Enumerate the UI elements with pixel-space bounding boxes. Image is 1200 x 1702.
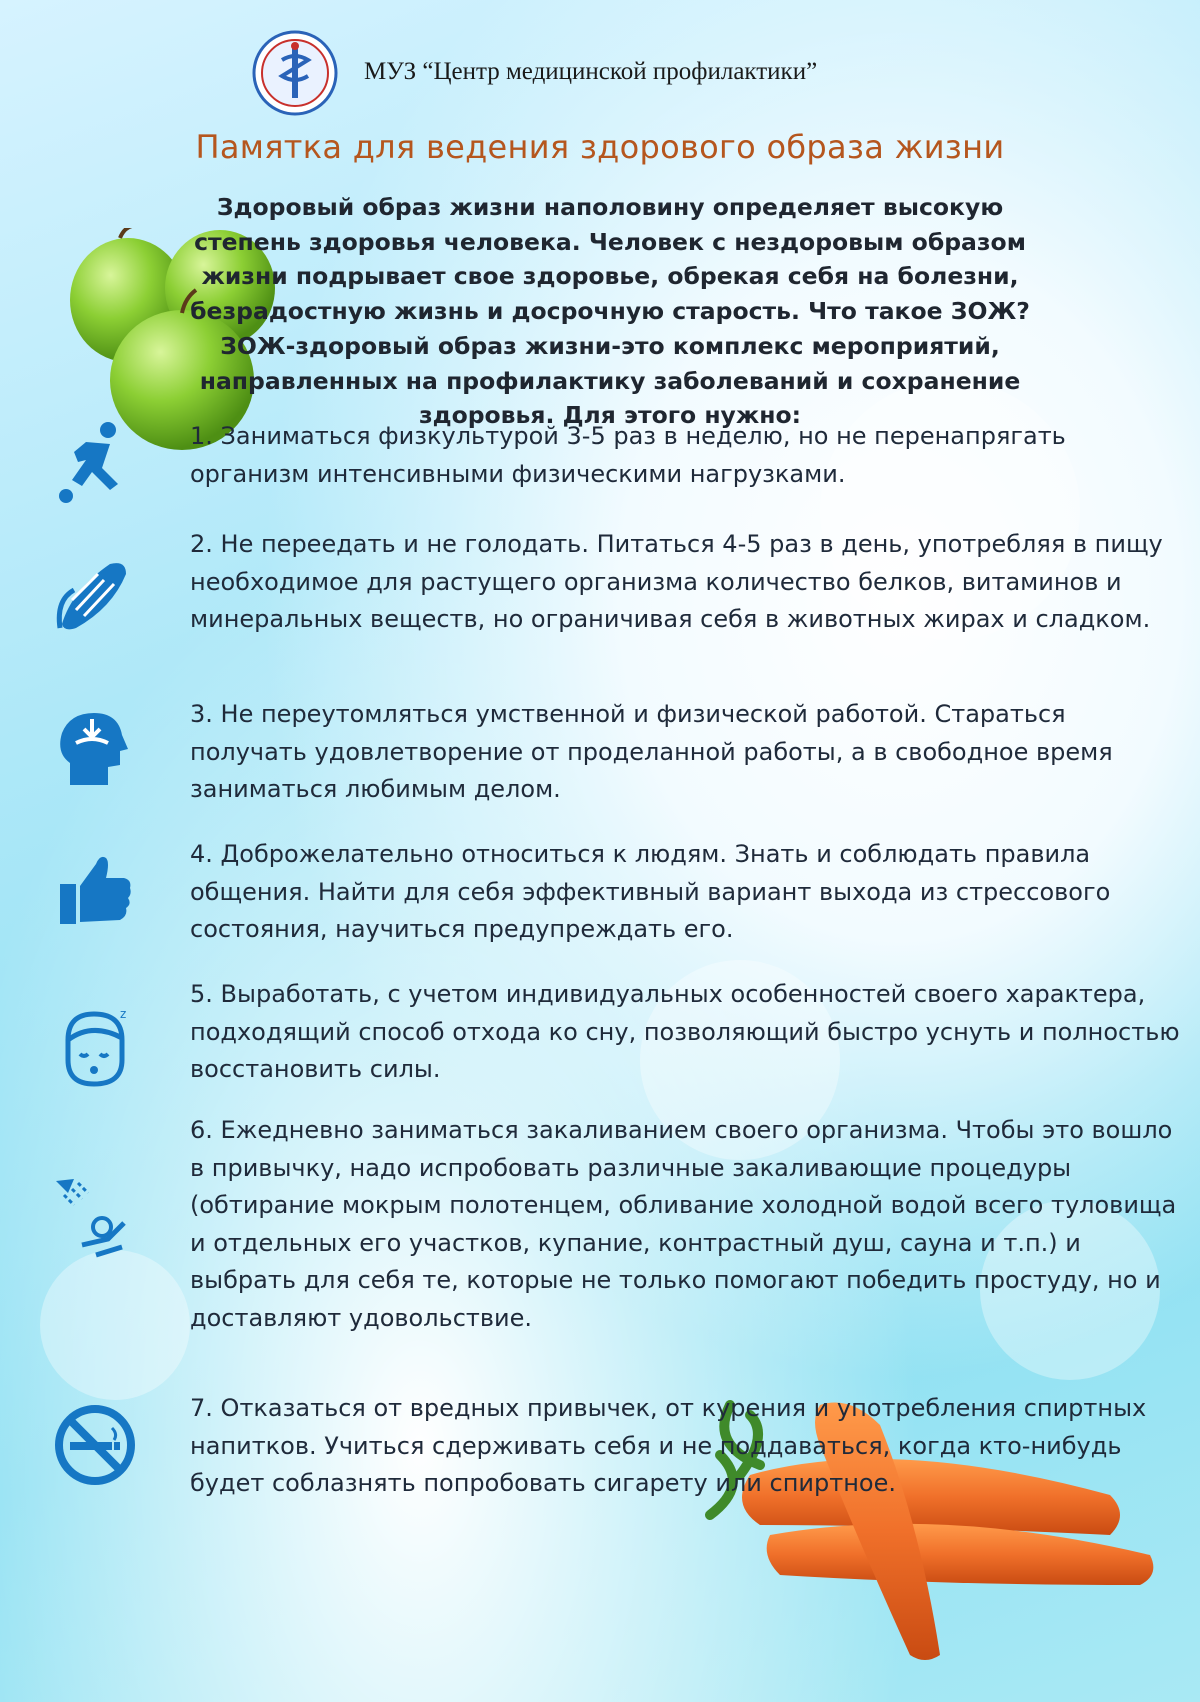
sleeping-face-icon <box>52 1002 138 1088</box>
item-text: Отказаться от вредных привычек, от курения и употребления спиртных напитков. Учиться сдерживать себя и не поддаваться, когда кто-нибудь будет соблазнять попробовать сигарету или спиртное. <box>190 1394 1147 1497</box>
item-number: 1. <box>190 422 213 450</box>
item-text: Заниматься физкультурой 3-5 раз в неделю, но не перенапрягать организм интенсивными физическими нагрузками. <box>190 422 1066 488</box>
list-item <box>190 1112 1180 1337</box>
list-item <box>190 976 1180 1089</box>
item-text: Доброжелательно относиться к людям. Знать и соблюдать правила общения. Найти для себя эффективный вариант выхода из стрессового состояния, научиться предупреждать его. <box>190 840 1111 943</box>
running-icon <box>52 420 138 506</box>
page-title: Памятка для ведения здорового образа жизни <box>195 128 1005 166</box>
item-number: 4. <box>190 840 213 868</box>
item-number: 7. <box>190 1394 213 1422</box>
item-text: Не переедать и не голодать. Питаться 4-5 раз в день, употребляя в пищу необходимое для растущего организма количество белков, витаминов и минеральных веществ, но ограничивая себя в животных жирах и сладком. <box>190 530 1163 633</box>
item-number: 5. <box>190 980 213 1008</box>
item-text: Не переутомляться умственной и физической работой. Стараться получать удовлетворение от проделанной работы, а в свободное время заниматься любимым делом. <box>190 700 1113 803</box>
list-item <box>190 526 1180 639</box>
shower-icon <box>52 1175 138 1261</box>
item-text: Ежедневно заниматься закаливанием своего организма. Чтобы это вошло в привычку, надо испробовать различные закаливающие процедуры (обтирание мокрым полотенцем, обливание холодной водой всего туловища и отдельных его участков, купание, контрастный душ, сауна и т.п.) и выбрать для себя те, которые не только помогают победить простуду, но и доставляют удовольствие. <box>190 1116 1177 1332</box>
thumbs-up-icon <box>52 848 138 934</box>
header <box>252 30 952 115</box>
list-item <box>190 836 1180 949</box>
list-item <box>190 696 1180 809</box>
item-number: 6. <box>190 1116 213 1144</box>
bokeh-circle <box>40 1250 190 1400</box>
organization-name: МУЗ “Центр медицинской профилактики” <box>364 58 818 85</box>
medical-center-logo <box>252 30 338 116</box>
svg-text:z: z <box>120 1007 127 1021</box>
list-item <box>190 418 1180 493</box>
item-text: Выработать, с учетом индивидуальных особенностей своего характера, подходящий способ отхода ко сну, позволяющий быстро уснуть и полностью восстановить силы. <box>190 980 1180 1083</box>
corn-icon <box>52 550 138 636</box>
no-smoking-icon <box>52 1402 138 1488</box>
list-item <box>190 1390 1180 1503</box>
item-number: 2. <box>190 530 213 558</box>
intro-paragraph: Здоровый образ жизни наполовину определяет высокую степень здоровья человека. Человек с нездоровым образом жизни подрывает свое здоровье, обрекая себя на болезни, безрадостную жизнь и досрочную старость. Что такое ЗОЖ? ЗОЖ-здоровый образ жизни-это комплекс мероприятий, направленных на профилактику заболеваний и сохранение здоровья. Для этого нужно: <box>190 193 1030 430</box>
head-stress-icon <box>52 705 138 791</box>
item-number: 3. <box>190 700 213 728</box>
